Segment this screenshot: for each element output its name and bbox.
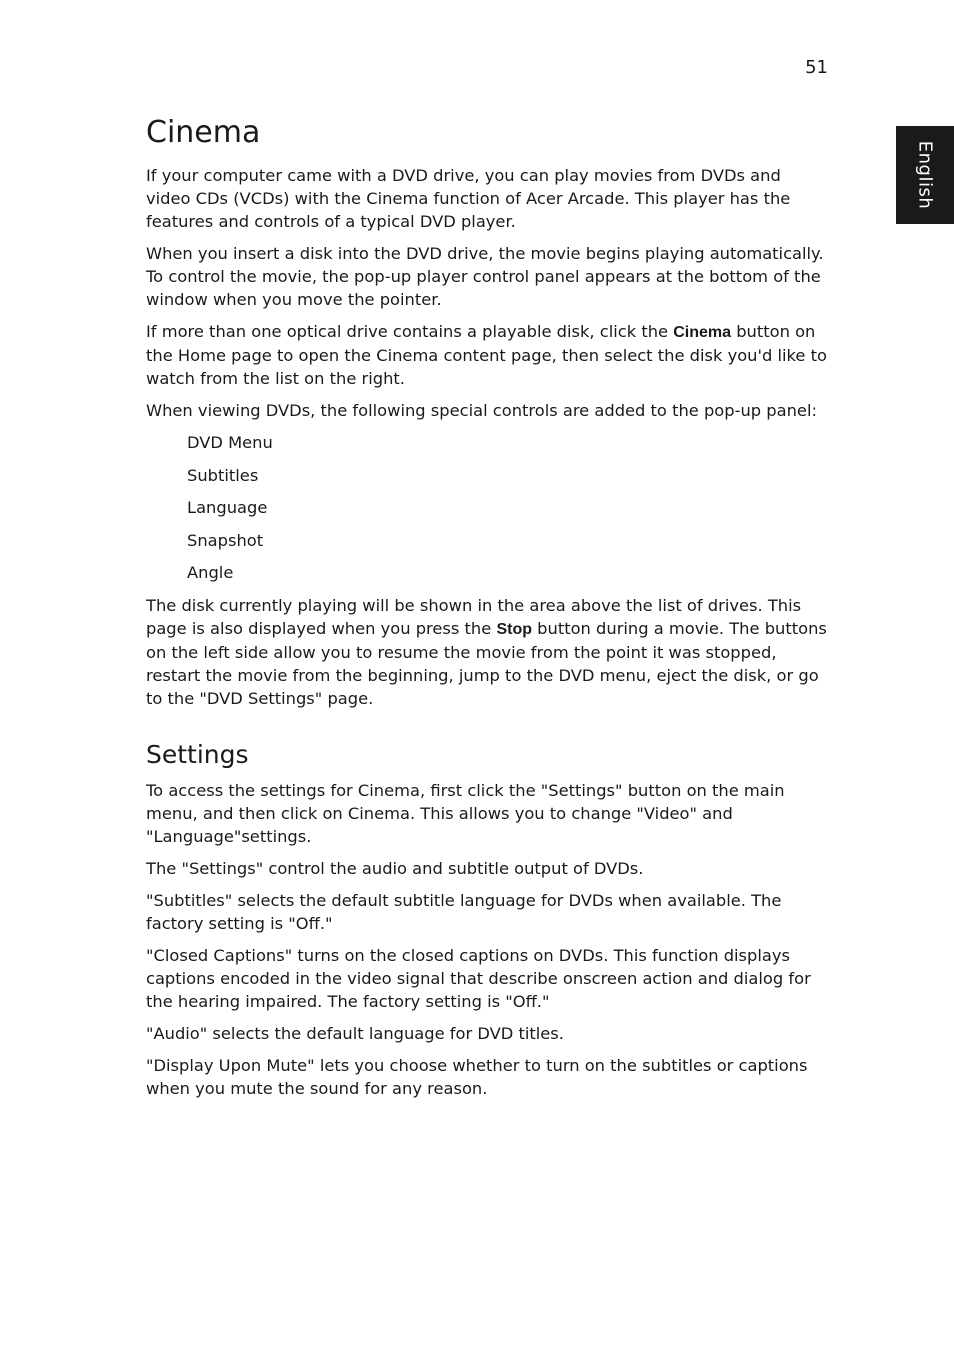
language-tab-label: English [914, 140, 936, 210]
cinema-button-term: Cinema [673, 324, 732, 341]
cinema-paragraph-5 [146, 594, 828, 710]
cinema-paragraph-3-text-a: If more than one optical drive contains a playable disk, click the [146, 322, 674, 341]
settings-paragraph-1: To access the settings for Cinema, first click the "Settings" button on the main menu, and then click on Cinema. This allows you to change "Video" and "Language"settings. [146, 780, 785, 846]
settings-paragraph-3: "Subtitles" selects the default subtitle language for DVDs when available. The factory setting is "Off." [146, 890, 782, 933]
language-tab [896, 126, 954, 224]
cinema-paragraph-1: If your computer came with a DVD drive, you can play movies from DVDs and video CDs (VCDs) with the Cinema function of Acer Arcade. This player has the features and controls of a typical DVD player. [146, 166, 791, 231]
stop-button-term: Stop [496, 620, 532, 638]
list-item: Snapshot [187, 530, 264, 550]
settings-paragraph-6: "Display Upon Mute" lets you choose whether to turn on the subtitles or captions when you mute the sound for any reason. [146, 1055, 808, 1098]
list-item: Angle [187, 563, 234, 582]
cinema-paragraph-3 [146, 320, 828, 390]
settings-paragraph-4: "Closed Captions" turns on the closed captions on DVDs. This function displays captions encoded in the video signal that describe onscreen action and dialog for the hearing impaired. The factory setting is "Off." [146, 945, 811, 1011]
page-number: 51 [805, 57, 828, 78]
list-item: DVD Menu [187, 433, 273, 452]
cinema-paragraph-2: When you insert a disk into the DVD drive, the movie begins playing automatically. To control the movie, the pop-up player control panel appears at the bottom of the window when you move the pointer. [146, 244, 824, 309]
section-title-cinema: Cinema [146, 115, 261, 150]
settings-paragraph-5: "Audio" selects the default language for DVD titles. [146, 1023, 564, 1043]
cinema-paragraph-5-text-b: button during a movie. The buttons on the left side allow you to resume the movie from the point it was stopped, restart the movie from the beginning, jump to the DVD menu, eject the disk, or go to the "DVD Settings" page. [146, 618, 827, 708]
cinema-paragraph-3-text-b: button on the Home page to open the Cinema content page, then select the disk you'd like to watch from the list on the right. [146, 322, 827, 388]
cinema-paragraph-5-text-a: The disk currently playing will be shown in the area above the list of drives. This page is also displayed when you press the [146, 595, 802, 638]
special-controls-list [187, 431, 828, 584]
settings-paragraph-2: The "Settings" control the audio and subtitle output of DVDs. [146, 858, 644, 878]
list-item: Language [187, 498, 268, 517]
page-content [146, 112, 828, 1109]
cinema-paragraph-4: When viewing DVDs, the following special controls are added to the pop-up panel: [146, 401, 817, 420]
section-title-settings: Settings [146, 739, 249, 769]
list-item: Subtitles [187, 465, 259, 485]
